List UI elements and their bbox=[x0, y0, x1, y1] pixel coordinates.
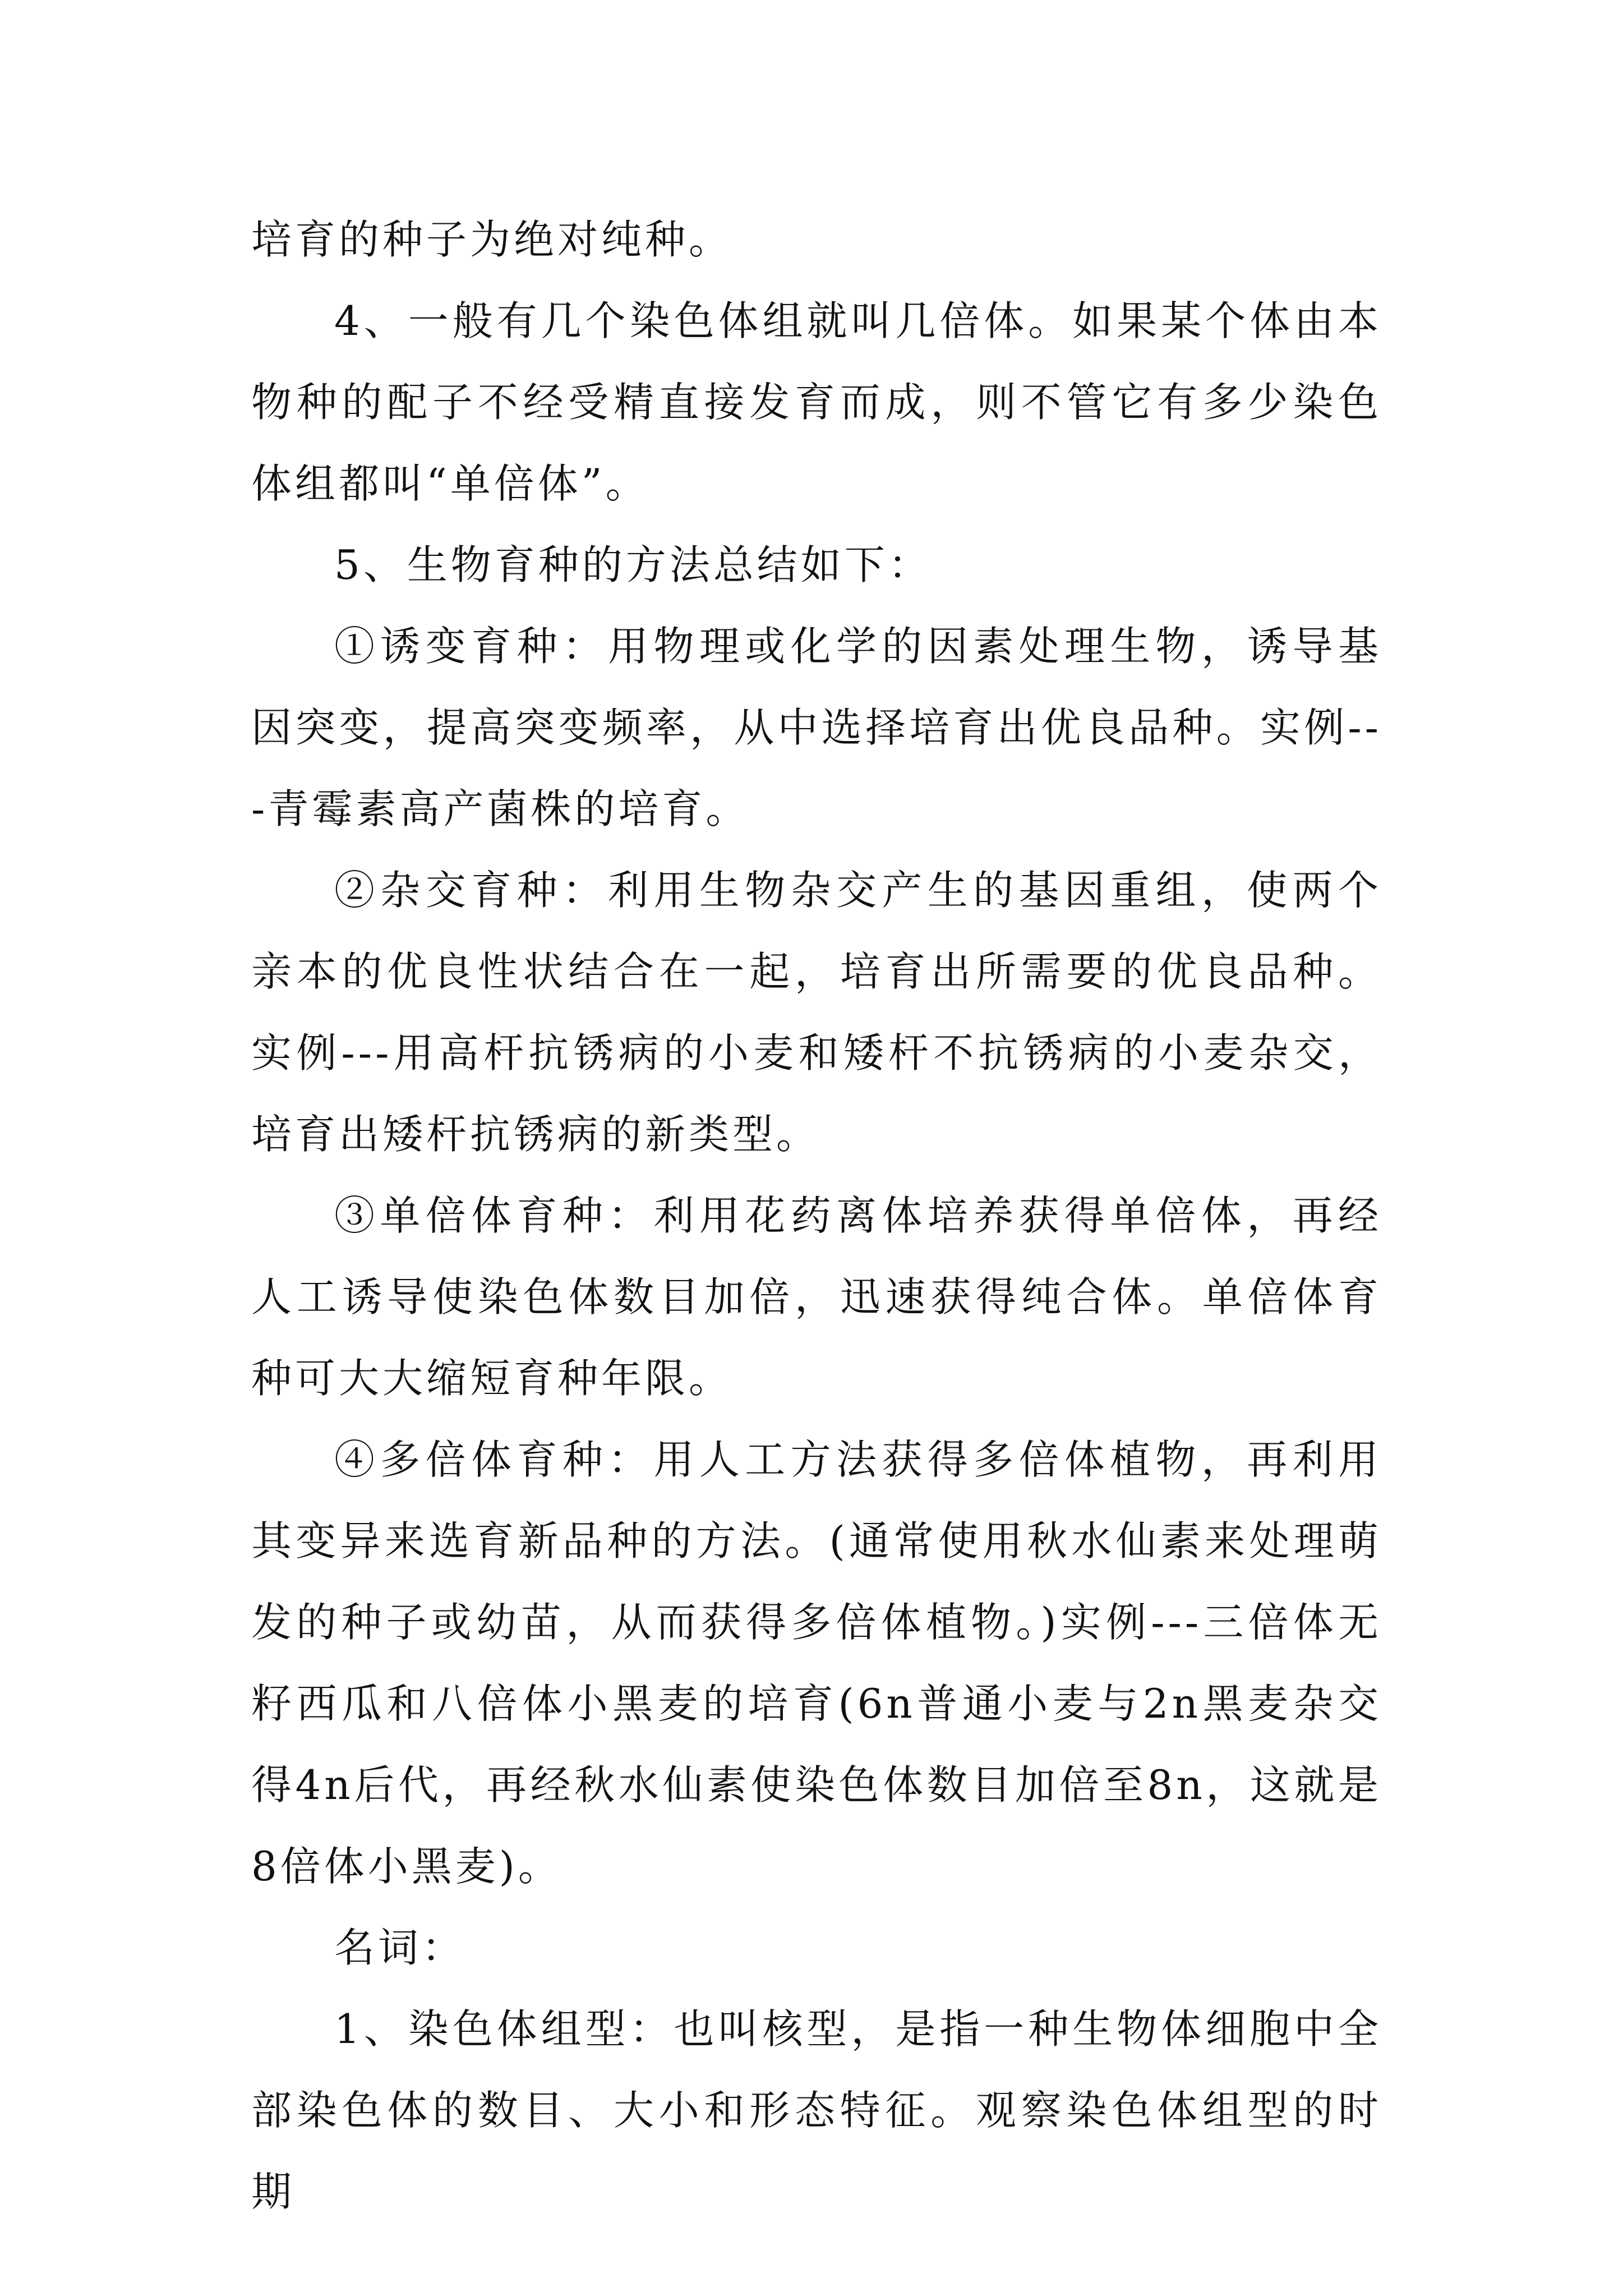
paragraph-polyploid-breeding: ④多倍体育种：用人工方法获得多倍体植物，再利用其变异来选育新品种的方法。(通常使用秋水仙素来处理萌发的种子或幼苗，从而获得多倍体植物。)实例---三倍体无籽西瓜和八倍体小黑麦的培育(6n普通小麦与2n黑麦杂交得4n后代，再经秋水仙素使染色体数目加倍至8n，这就是8倍体小黑麦)。 bbox=[251, 1436, 1382, 1890]
paragraph-hybrid-breeding: ②杂交育种：利用生物杂交产生的基因重组，使两个亲本的优良性状结合在一起，培育出所需要的优良品种。实例---用高杆抗锈病的小麦和矮杆不抗锈病的小麦杂交，培育出矮杆抗锈病的新类型。 bbox=[251, 867, 1382, 1158]
paragraph-karyotype: 1、染色体组型：也叫核型，是指一种生物体细胞中全部染色体的数目、大小和形态特征。观察染色体组型的时期 bbox=[251, 2005, 1382, 2215]
paragraph-haploid-breeding: ③单倍体育种：利用花药离体培养获得单倍体，再经人工诱导使染色体数目加倍，迅速获得纯合体。单倍体育种可大大缩短育种年限。 bbox=[251, 1192, 1382, 1402]
paragraph-mutation-breeding: ①诱变育种：用物理或化学的因素处理生物，诱导基因突变，提高突变频率，从中选择培育出优良品种。实例---青霉素高产菌株的培育。 bbox=[251, 623, 1382, 832]
paragraph-terms-heading: 名词： bbox=[334, 1924, 466, 1971]
document-body bbox=[251, 199, 1382, 2233]
paragraph-breeding-methods-intro: 5、生物育种的方法总结如下： bbox=[334, 541, 932, 588]
paragraph-continuation: 培育的种子为绝对纯种。 bbox=[251, 216, 733, 263]
paragraph-polyploid-definition: 4、一般有几个染色体组就叫几倍体。如果某个体由本物种的配子不经受精直接发育而成，则不管它有多少染色体组都叫“单倍体”。 bbox=[251, 297, 1382, 507]
